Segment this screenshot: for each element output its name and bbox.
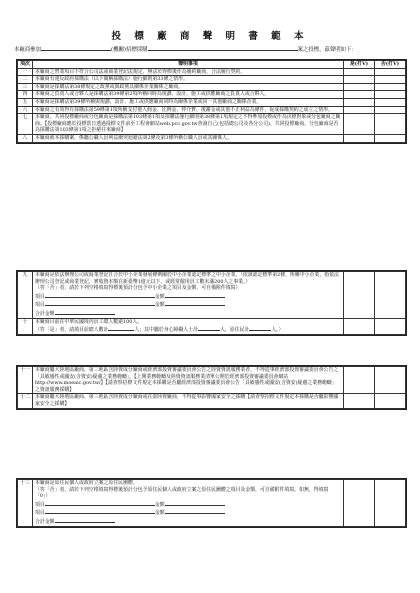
item-text: 本廠商目前在中華民國境內員工總人數逾100人。 <box>35 318 143 325</box>
no-checkbox-cell[interactable] <box>375 394 406 408</box>
yes-checkbox-cell[interactable] <box>344 68 375 76</box>
no-checkbox-cell[interactable] <box>375 318 406 334</box>
no-checkbox-cell[interactable] <box>375 272 406 319</box>
table-row <box>18 134 406 142</box>
no-checkbox-cell[interactable] <box>375 134 406 142</box>
yes-checkbox-cell[interactable] <box>344 318 375 334</box>
no-checkbox-cell[interactable] <box>375 106 406 114</box>
sme-total-row <box>35 309 341 318</box>
table-row <box>18 98 406 106</box>
no-checkbox-cell[interactable] <box>375 98 406 106</box>
page-title: 投 標 廠 商 聲 明 書 範 本 <box>111 31 309 42</box>
item-note: （答「否」者，請於下列空格填寫得標後預計分包予原住民個人或政府立案之原住民團體之項目及金額，可自備附件填寫。如無，得填寫「0」） <box>35 486 329 500</box>
header-item: 項次 <box>18 61 33 69</box>
item-number: 九 <box>18 272 33 319</box>
no-checkbox-cell[interactable] <box>375 114 406 135</box>
item-label: 項目 <box>35 501 45 508</box>
item-note: （答「是」者，請填目前總人數計 <box>35 327 109 334</box>
item-text: 本廠商之營業項目不符合公司法或商業登記法規定，無法於得標後作為履約廠商，合法履行契約。 <box>33 68 344 76</box>
item-text: 本廠商屬大陸地區廠商、第三地區含陸資成分廠商或在臺陸資廠商，不得從事影響國家安全之採購【請查察招標文件規定本採購是否屬影響國家安全之採購】 <box>33 394 344 408</box>
item-text: 本廠商是依法辦理公司或商業登記且合於中小企業發展條例關於中小企業認定標準之中小企業。（依該認定標準第2條，所稱中小企業，指依法辦理公司登記或商業登記，實收資本額在新臺幣1億元以下，或經常僱用員工數未滿200人之事業。） <box>35 272 339 285</box>
item-text: 本廠商是原住民個人或政府立案之原住民團體。 <box>35 480 138 486</box>
amount-input[interactable] <box>165 292 225 298</box>
table-header-row <box>18 61 406 69</box>
intro-text-1: 本廠商參加 <box>14 47 41 53</box>
item-number: 十一 <box>18 367 33 394</box>
item-label: 項目 <box>35 302 45 309</box>
declaration-table-section-3 <box>16 365 407 410</box>
table-row <box>18 367 406 394</box>
amount-label: 金額 <box>154 501 165 508</box>
item-number: 十二 <box>18 394 33 408</box>
yes-checkbox-cell[interactable] <box>344 367 375 394</box>
item-text-block <box>33 318 344 334</box>
amount-input[interactable] <box>165 508 225 514</box>
no-checkbox-cell[interactable] <box>375 480 406 527</box>
header-no: 否(打V) <box>375 61 406 69</box>
item-note: 人。） <box>271 327 284 334</box>
table-row <box>18 83 406 91</box>
total-employees-input[interactable] <box>108 325 134 331</box>
intro-line <box>14 45 410 53</box>
total-input[interactable] <box>55 309 115 315</box>
sme-item-row-1 <box>35 292 341 301</box>
indigenous-total-row <box>35 517 341 526</box>
yes-checkbox-cell[interactable] <box>344 394 375 408</box>
item-input[interactable] <box>45 500 155 506</box>
item-note: （答「否」者，請於下列空格填寫得標後預計分包予中小企業之項目及金額，可自備附件填寫） <box>35 285 241 292</box>
table-row <box>18 480 406 527</box>
no-checkbox-cell[interactable] <box>375 76 406 84</box>
table-row <box>18 318 406 334</box>
item-text-block <box>33 272 344 319</box>
item-number: 八 <box>18 134 33 142</box>
case-name-blank[interactable] <box>148 45 298 51</box>
item-text: 本廠商有違反政府採購法（以下簡稱採購法）施行細則第33條之情形。 <box>33 76 344 84</box>
intro-text-3: 案之投標，茲聲明如下： <box>297 47 357 53</box>
header-yes: 是(打V) <box>344 61 375 69</box>
item-number: 五 <box>18 98 33 106</box>
item-text-block <box>33 480 344 527</box>
item-number: 七 <box>18 114 33 135</box>
declaration-table-section-1 <box>16 59 407 144</box>
table-row <box>18 272 406 319</box>
yes-checkbox-cell[interactable] <box>344 480 375 527</box>
no-checkbox-cell[interactable] <box>375 367 406 394</box>
yes-checkbox-cell[interactable] <box>344 134 375 142</box>
item-number: 六 <box>18 106 33 114</box>
item-text: 本廠商是採購法第38條規定之政黨或與政黨具關係企業關係之廠商。 <box>33 83 344 91</box>
indigenous-item-row-1 <box>35 500 341 509</box>
item-number: 三 <box>18 83 33 91</box>
table-row <box>18 114 406 135</box>
yes-checkbox-cell[interactable] <box>344 76 375 84</box>
yes-checkbox-cell[interactable] <box>344 106 375 114</box>
yes-checkbox-cell[interactable] <box>344 114 375 135</box>
declaration-table-section-4 <box>16 478 407 528</box>
item-input[interactable] <box>45 300 155 306</box>
table-row <box>18 76 406 84</box>
item-text: 本廠商之負責人或合夥人是採購法第39條第2項所稱同時為規劃、設計、施工或供應廠商之負責人或合夥人。 <box>33 91 344 99</box>
total-label: 合計金額 <box>35 518 55 525</box>
table-row <box>18 106 406 114</box>
item-text: 本廠商、共同投標廠商或分包廠商是採購法第103條第1項及採購法施行細則第38條第1項規定之不得參加投標或作為決標對象或分包廠商之廠商。【投標廠商應於投標當日透過投標文件前至工程會網站web.pcc.gov.tw查詢自己(包括總公司及各分公司)、共同投標廠商、分包廠商是否為採購法第103條第1項之拒絕往來廠商】 <box>33 114 344 135</box>
item-note: 人；其中屬於身心障礙人士計 <box>134 327 198 334</box>
amount-label: 金額 <box>154 293 165 300</box>
bidder-blank[interactable] <box>41 45 111 51</box>
item-text: 本廠商屬大陸地區廠商、第三地區含陸資成分廠商或經濟部投資審議委員會公告之陸資資訊服務業者，不得從事經濟部投資審議委員會公告之「具敏感性或國安(含資安)疑慮之業務範疇」。【上開業務範疇及陸資資訊服務業清單公開於經濟部投資審議委員會網站http://www.moeaic.gov.tw/】【請查察招標文件規定本採購是否屬經濟部投資審議委員會公告「具敏感性或國安(含資安)疑慮之業務範疇」之資訊服務採購】 <box>33 367 344 394</box>
item-number: 四 <box>18 91 33 99</box>
total-label: 合計金額 <box>35 310 55 317</box>
yes-checkbox-cell[interactable] <box>344 91 375 99</box>
table-row <box>18 91 406 99</box>
item-label: 項目 <box>35 510 45 517</box>
declaration-table-section-2 <box>16 270 407 336</box>
amount-input[interactable] <box>165 300 225 306</box>
yes-checkbox-cell[interactable] <box>344 83 375 91</box>
no-checkbox-cell[interactable] <box>375 83 406 91</box>
table-row <box>18 68 406 76</box>
item-label: 項目 <box>35 293 45 300</box>
item-number: 十 <box>18 318 33 334</box>
item-text: 本廠商之有效得有採購法第59條第1項所稱支付他人佣金、比例金、仲介費、後謝金或其他不正利益為條件，促成採購契約之成立之情形。 <box>33 106 344 114</box>
amount-label: 金額 <box>154 302 165 309</box>
item-input[interactable] <box>45 292 155 298</box>
item-number: 十三 <box>18 480 33 527</box>
indigenous-employees-input[interactable] <box>249 325 271 331</box>
header-matter: 聲明事項 <box>33 61 344 69</box>
item-number: 二 <box>18 76 33 84</box>
item-number: 一 <box>18 68 33 76</box>
no-checkbox-cell[interactable] <box>375 68 406 76</box>
yes-checkbox-cell[interactable] <box>344 272 375 319</box>
item-note: 人，原住民計 <box>219 327 250 334</box>
no-checkbox-cell[interactable] <box>375 91 406 99</box>
total-input[interactable] <box>55 517 115 523</box>
item-text: 本廠商就本採購案，係屬公職人員利益衝突迴避法第2條及第3條所稱公職人員或其關係人。 <box>33 134 344 142</box>
table-row <box>18 394 406 408</box>
indigenous-item-row-2 <box>35 508 341 517</box>
amount-label: 金額 <box>154 510 165 517</box>
yes-checkbox-cell[interactable] <box>344 98 375 106</box>
intro-text-2: (機關)招標採購 <box>110 47 148 53</box>
amount-input[interactable] <box>165 500 225 506</box>
disabled-employees-input[interactable] <box>198 325 220 331</box>
item-input[interactable] <box>45 508 155 514</box>
item-text: 本廠商是採購法第39條所稱與規劃、設計、施工或供應廠商同時為關係企業或同一其他廠商之關係企業。 <box>33 98 344 106</box>
sme-item-row-2 <box>35 300 341 309</box>
